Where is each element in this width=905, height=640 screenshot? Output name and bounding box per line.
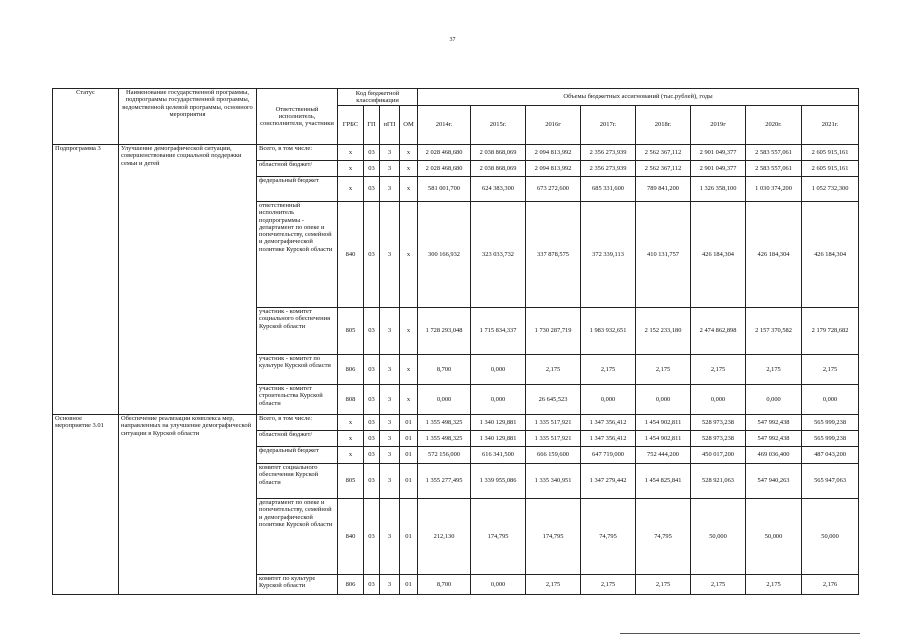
budget-code-cell: x xyxy=(400,202,418,308)
page-number: 37 xyxy=(449,37,456,43)
budget-code-cell: 806 xyxy=(338,355,364,385)
allocation-value-cell: 410 131,757 xyxy=(636,202,691,308)
budget-code-cell: 03 xyxy=(364,415,380,431)
executor-cell: департамент по опеке и попечительству, семейной и демографической политике Курской области xyxy=(257,499,338,575)
allocation-value-cell: 1 335 517,921 xyxy=(526,415,581,431)
budget-code-cell: 03 xyxy=(364,447,380,464)
allocation-value-cell: 2 028 468,680 xyxy=(418,161,471,177)
allocation-value-cell: 0,000 xyxy=(471,385,526,415)
allocation-value-cell: 528 973,238 xyxy=(691,431,746,447)
allocation-value-cell: 337 878,575 xyxy=(526,202,581,308)
allocation-value-cell: 2 038 868,069 xyxy=(471,161,526,177)
allocation-value-cell: 426 184,304 xyxy=(691,202,746,308)
budget-code-cell: x xyxy=(400,161,418,177)
allocation-value-cell: 616 341,500 xyxy=(471,447,526,464)
allocation-value-cell: 0,000 xyxy=(746,385,802,415)
budget-code-cell: 03 xyxy=(364,145,380,161)
year-header: 2016г xyxy=(526,106,581,145)
budget-code-cell: 3 xyxy=(380,355,400,385)
allocation-value-cell: 1 030 374,200 xyxy=(746,177,802,202)
allocation-value-cell: 50,000 xyxy=(802,499,859,575)
budget-code-cell: x xyxy=(338,161,364,177)
allocation-value-cell: 2 094 813,992 xyxy=(526,145,581,161)
allocation-value-cell: 1 983 932,651 xyxy=(581,308,636,355)
allocation-value-cell: 2 028 468,680 xyxy=(418,145,471,161)
budget-code-cell: 3 xyxy=(380,308,400,355)
budget-code-cell: x xyxy=(338,447,364,464)
allocation-value-cell: 1 454 902,811 xyxy=(636,431,691,447)
budget-code-header: Код бюджетной классификации xyxy=(338,89,418,106)
budget-code-cell: 840 xyxy=(338,202,364,308)
allocation-value-cell: 372 339,113 xyxy=(581,202,636,308)
allocation-value-cell: 0,000 xyxy=(636,385,691,415)
budget-code-cell: 3 xyxy=(380,464,400,499)
budget-code-cell: 3 xyxy=(380,177,400,202)
allocation-value-cell: 0,000 xyxy=(802,385,859,415)
budget-code-cell: 01 xyxy=(400,431,418,447)
executor-cell: федеральный бюджет xyxy=(257,177,338,202)
allocation-value-cell: 2 094 813,992 xyxy=(526,161,581,177)
budget-code-cell: 840 xyxy=(338,499,364,575)
allocation-value-cell: 1 339 955,086 xyxy=(471,464,526,499)
allocation-value-cell: 2,175 xyxy=(526,355,581,385)
year-header: 2014г. xyxy=(418,106,471,145)
budget-code-cell: 03 xyxy=(364,308,380,355)
year-header: 2021г. xyxy=(802,106,859,145)
budget-code-cell: 3 xyxy=(380,575,400,595)
allocation-value-cell: 50,000 xyxy=(691,499,746,575)
budget-code-cell: 01 xyxy=(400,415,418,431)
allocation-value-cell: 0,000 xyxy=(418,385,471,415)
allocation-value-cell: 2,175 xyxy=(691,575,746,595)
executor-header: Ответственный исполнитель, соисполнители, участники xyxy=(257,89,338,145)
budget-code-cell: 806 xyxy=(338,575,364,595)
budget-code-cell: 3 xyxy=(380,447,400,464)
allocation-value-cell: 174,795 xyxy=(471,499,526,575)
code-header-om: ОМ xyxy=(400,106,418,145)
budget-code-cell: 3 xyxy=(380,431,400,447)
allocation-value-cell: 0,000 xyxy=(691,385,746,415)
allocation-value-cell: 565 999,238 xyxy=(802,431,859,447)
allocation-value-cell: 74,795 xyxy=(636,499,691,575)
allocation-value-cell: 323 033,732 xyxy=(471,202,526,308)
budget-code-cell: 01 xyxy=(400,499,418,575)
budget-code-cell: 3 xyxy=(380,499,400,575)
allocation-value-cell: 2 583 557,061 xyxy=(746,161,802,177)
allocation-value-cell: 572 156,000 xyxy=(418,447,471,464)
allocation-value-cell: 1 715 834,337 xyxy=(471,308,526,355)
volumes-header: Объемы бюджетных ассигнований (тыс.рублей), годы xyxy=(418,89,859,106)
budget-code-cell: 03 xyxy=(364,355,380,385)
allocation-value-cell: 1 347 279,442 xyxy=(581,464,636,499)
budget-code-cell: x xyxy=(400,385,418,415)
table-row xyxy=(53,415,859,431)
budget-code-cell: 03 xyxy=(364,575,380,595)
allocation-value-cell: 2 356 273,939 xyxy=(581,145,636,161)
allocation-value-cell: 2,175 xyxy=(581,355,636,385)
code-header-grbs: ГРБС xyxy=(338,106,364,145)
allocation-value-cell: 8,700 xyxy=(418,575,471,595)
allocation-value-cell: 581 001,700 xyxy=(418,177,471,202)
allocation-value-cell: 2,175 xyxy=(636,575,691,595)
allocation-value-cell: 1 355 277,495 xyxy=(418,464,471,499)
executor-cell: комитет социального обеспечения Курской области xyxy=(257,464,338,499)
allocation-value-cell: 547 992,438 xyxy=(746,415,802,431)
allocation-value-cell: 0,000 xyxy=(471,575,526,595)
budget-code-cell: 805 xyxy=(338,308,364,355)
allocation-value-cell: 2 474 862,898 xyxy=(691,308,746,355)
year-header: 2018г. xyxy=(636,106,691,145)
budget-code-cell: 03 xyxy=(364,385,380,415)
allocation-value-cell: 174,795 xyxy=(526,499,581,575)
budget-code-cell: 03 xyxy=(364,431,380,447)
allocation-value-cell: 2 605 915,161 xyxy=(802,145,859,161)
allocation-value-cell: 2,175 xyxy=(636,355,691,385)
budget-code-cell: 01 xyxy=(400,464,418,499)
status-cell: Подпрограмма 3 xyxy=(53,145,119,415)
budget-code-cell: 01 xyxy=(400,575,418,595)
allocation-value-cell: 212,130 xyxy=(418,499,471,575)
status-header: Статус xyxy=(53,89,119,145)
allocation-value-cell: 1 347 356,412 xyxy=(581,415,636,431)
allocation-value-cell: 1 335 517,921 xyxy=(526,431,581,447)
allocation-value-cell: 673 272,600 xyxy=(526,177,581,202)
allocation-value-cell: 2,175 xyxy=(746,355,802,385)
allocation-value-cell: 565 947,063 xyxy=(802,464,859,499)
budget-code-cell: x xyxy=(338,415,364,431)
allocation-value-cell: 50,000 xyxy=(746,499,802,575)
allocation-value-cell: 2 901 049,377 xyxy=(691,161,746,177)
executor-cell: областной бюджет/ xyxy=(257,431,338,447)
executor-cell: федеральный бюджет xyxy=(257,447,338,464)
allocation-value-cell: 2 562 367,112 xyxy=(636,161,691,177)
year-header: 2020г. xyxy=(746,106,802,145)
allocation-value-cell: 450 017,200 xyxy=(691,447,746,464)
allocation-value-cell: 528 973,238 xyxy=(691,415,746,431)
allocation-value-cell: 1 340 129,881 xyxy=(471,415,526,431)
allocation-value-cell: 789 841,200 xyxy=(636,177,691,202)
allocation-value-cell: 565 999,238 xyxy=(802,415,859,431)
budget-allocation-table xyxy=(52,88,859,595)
allocation-value-cell: 1 728 293,048 xyxy=(418,308,471,355)
footer-rule xyxy=(620,633,860,634)
year-header: 2015г. xyxy=(471,106,526,145)
allocation-value-cell: 547 992,438 xyxy=(746,431,802,447)
budget-code-cell: 3 xyxy=(380,145,400,161)
allocation-value-cell: 8,700 xyxy=(418,355,471,385)
allocation-value-cell: 0,000 xyxy=(471,355,526,385)
budget-code-cell: 3 xyxy=(380,385,400,415)
allocation-value-cell: 2 152 233,180 xyxy=(636,308,691,355)
budget-code-cell: 03 xyxy=(364,177,380,202)
budget-code-cell: x xyxy=(338,145,364,161)
allocation-value-cell: 300 166,932 xyxy=(418,202,471,308)
allocation-value-cell: 2 356 273,939 xyxy=(581,161,636,177)
executor-cell: Всего, в том числе: xyxy=(257,415,338,431)
name-header: Наименование государственной программы, подпрограммы государственной программы, ведомственной целевой программы, основного мероприятия xyxy=(119,89,257,145)
allocation-value-cell: 426 184,304 xyxy=(746,202,802,308)
executor-cell: участник - комитет по культуре Курской области xyxy=(257,355,338,385)
status-cell: Основное мероприятие 3.01 xyxy=(53,415,119,595)
allocation-value-cell: 528 921,063 xyxy=(691,464,746,499)
allocation-value-cell: 647 719,000 xyxy=(581,447,636,464)
budget-code-cell: 3 xyxy=(380,161,400,177)
budget-code-cell: 808 xyxy=(338,385,364,415)
allocation-value-cell: 1 355 498,325 xyxy=(418,431,471,447)
allocation-value-cell: 685 331,600 xyxy=(581,177,636,202)
code-header-pgp: пГП xyxy=(380,106,400,145)
budget-code-cell: x xyxy=(338,431,364,447)
budget-code-cell: x xyxy=(400,308,418,355)
allocation-value-cell: 426 184,304 xyxy=(802,202,859,308)
allocation-value-cell: 0,000 xyxy=(581,385,636,415)
allocation-value-cell: 1 730 287,719 xyxy=(526,308,581,355)
table-row xyxy=(53,145,859,161)
executor-cell: Всего, в том числе: xyxy=(257,145,338,161)
allocation-value-cell: 666 159,600 xyxy=(526,447,581,464)
budget-code-cell: 03 xyxy=(364,499,380,575)
allocation-value-cell: 2 038 868,069 xyxy=(471,145,526,161)
budget-code-cell: 01 xyxy=(400,447,418,464)
allocation-value-cell: 26 645,523 xyxy=(526,385,581,415)
executor-cell: участник - комитет строительства Курской области xyxy=(257,385,338,415)
allocation-value-cell: 1 052 732,300 xyxy=(802,177,859,202)
allocation-value-cell: 1 335 340,951 xyxy=(526,464,581,499)
allocation-value-cell: 624 383,300 xyxy=(471,177,526,202)
allocation-value-cell: 2,176 xyxy=(802,575,859,595)
allocation-value-cell: 2,175 xyxy=(526,575,581,595)
executor-cell: участник - комитет социального обеспечения Курской области xyxy=(257,308,338,355)
year-header: 2019г xyxy=(691,106,746,145)
allocation-value-cell: 1 347 356,412 xyxy=(581,431,636,447)
allocation-value-cell: 1 355 498,325 xyxy=(418,415,471,431)
allocation-value-cell: 547 940,263 xyxy=(746,464,802,499)
allocation-value-cell: 1 454 825,841 xyxy=(636,464,691,499)
budget-code-cell: 03 xyxy=(364,202,380,308)
allocation-value-cell: 2 605 915,161 xyxy=(802,161,859,177)
allocation-value-cell: 752 444,200 xyxy=(636,447,691,464)
allocation-value-cell: 487 043,200 xyxy=(802,447,859,464)
allocation-value-cell: 1 340 129,881 xyxy=(471,431,526,447)
allocation-value-cell: 2,175 xyxy=(691,355,746,385)
allocation-value-cell: 1 454 902,811 xyxy=(636,415,691,431)
executor-cell: комитет по культуре Курской области xyxy=(257,575,338,595)
executor-cell: областной бюджет/ xyxy=(257,161,338,177)
budget-code-cell: 03 xyxy=(364,161,380,177)
allocation-value-cell: 2 901 049,377 xyxy=(691,145,746,161)
allocation-value-cell: 1 326 358,100 xyxy=(691,177,746,202)
budget-code-cell: 03 xyxy=(364,464,380,499)
allocation-value-cell: 2 562 367,112 xyxy=(636,145,691,161)
budget-code-cell: x xyxy=(338,177,364,202)
budget-code-cell: 3 xyxy=(380,202,400,308)
allocation-value-cell: 2 583 557,061 xyxy=(746,145,802,161)
allocation-value-cell: 2 157 370,582 xyxy=(746,308,802,355)
executor-cell: ответственный исполнитель подпрограммы - департамент по опеке и попечительству, семейной и демографической политике Курской области xyxy=(257,202,338,308)
budget-code-cell: x xyxy=(400,145,418,161)
allocation-value-cell: 2,175 xyxy=(802,355,859,385)
year-header: 2017г. xyxy=(581,106,636,145)
program-name-cell: Обеспечение реализации комплекса мер, направленных на улучшение демографической ситуации в Курской области xyxy=(119,415,257,595)
allocation-value-cell: 74,795 xyxy=(581,499,636,575)
allocation-value-cell: 2,175 xyxy=(581,575,636,595)
budget-code-cell: x xyxy=(400,355,418,385)
code-header-gp: ГП xyxy=(364,106,380,145)
allocation-value-cell: 2,175 xyxy=(746,575,802,595)
budget-code-cell: x xyxy=(400,177,418,202)
budget-code-cell: 3 xyxy=(380,415,400,431)
allocation-value-cell: 469 036,400 xyxy=(746,447,802,464)
allocation-value-cell: 2 179 728,682 xyxy=(802,308,859,355)
program-name-cell: Улучшение демографической ситуации, совершенствование социальной поддержки семьи и детей xyxy=(119,145,257,415)
budget-code-cell: 805 xyxy=(338,464,364,499)
